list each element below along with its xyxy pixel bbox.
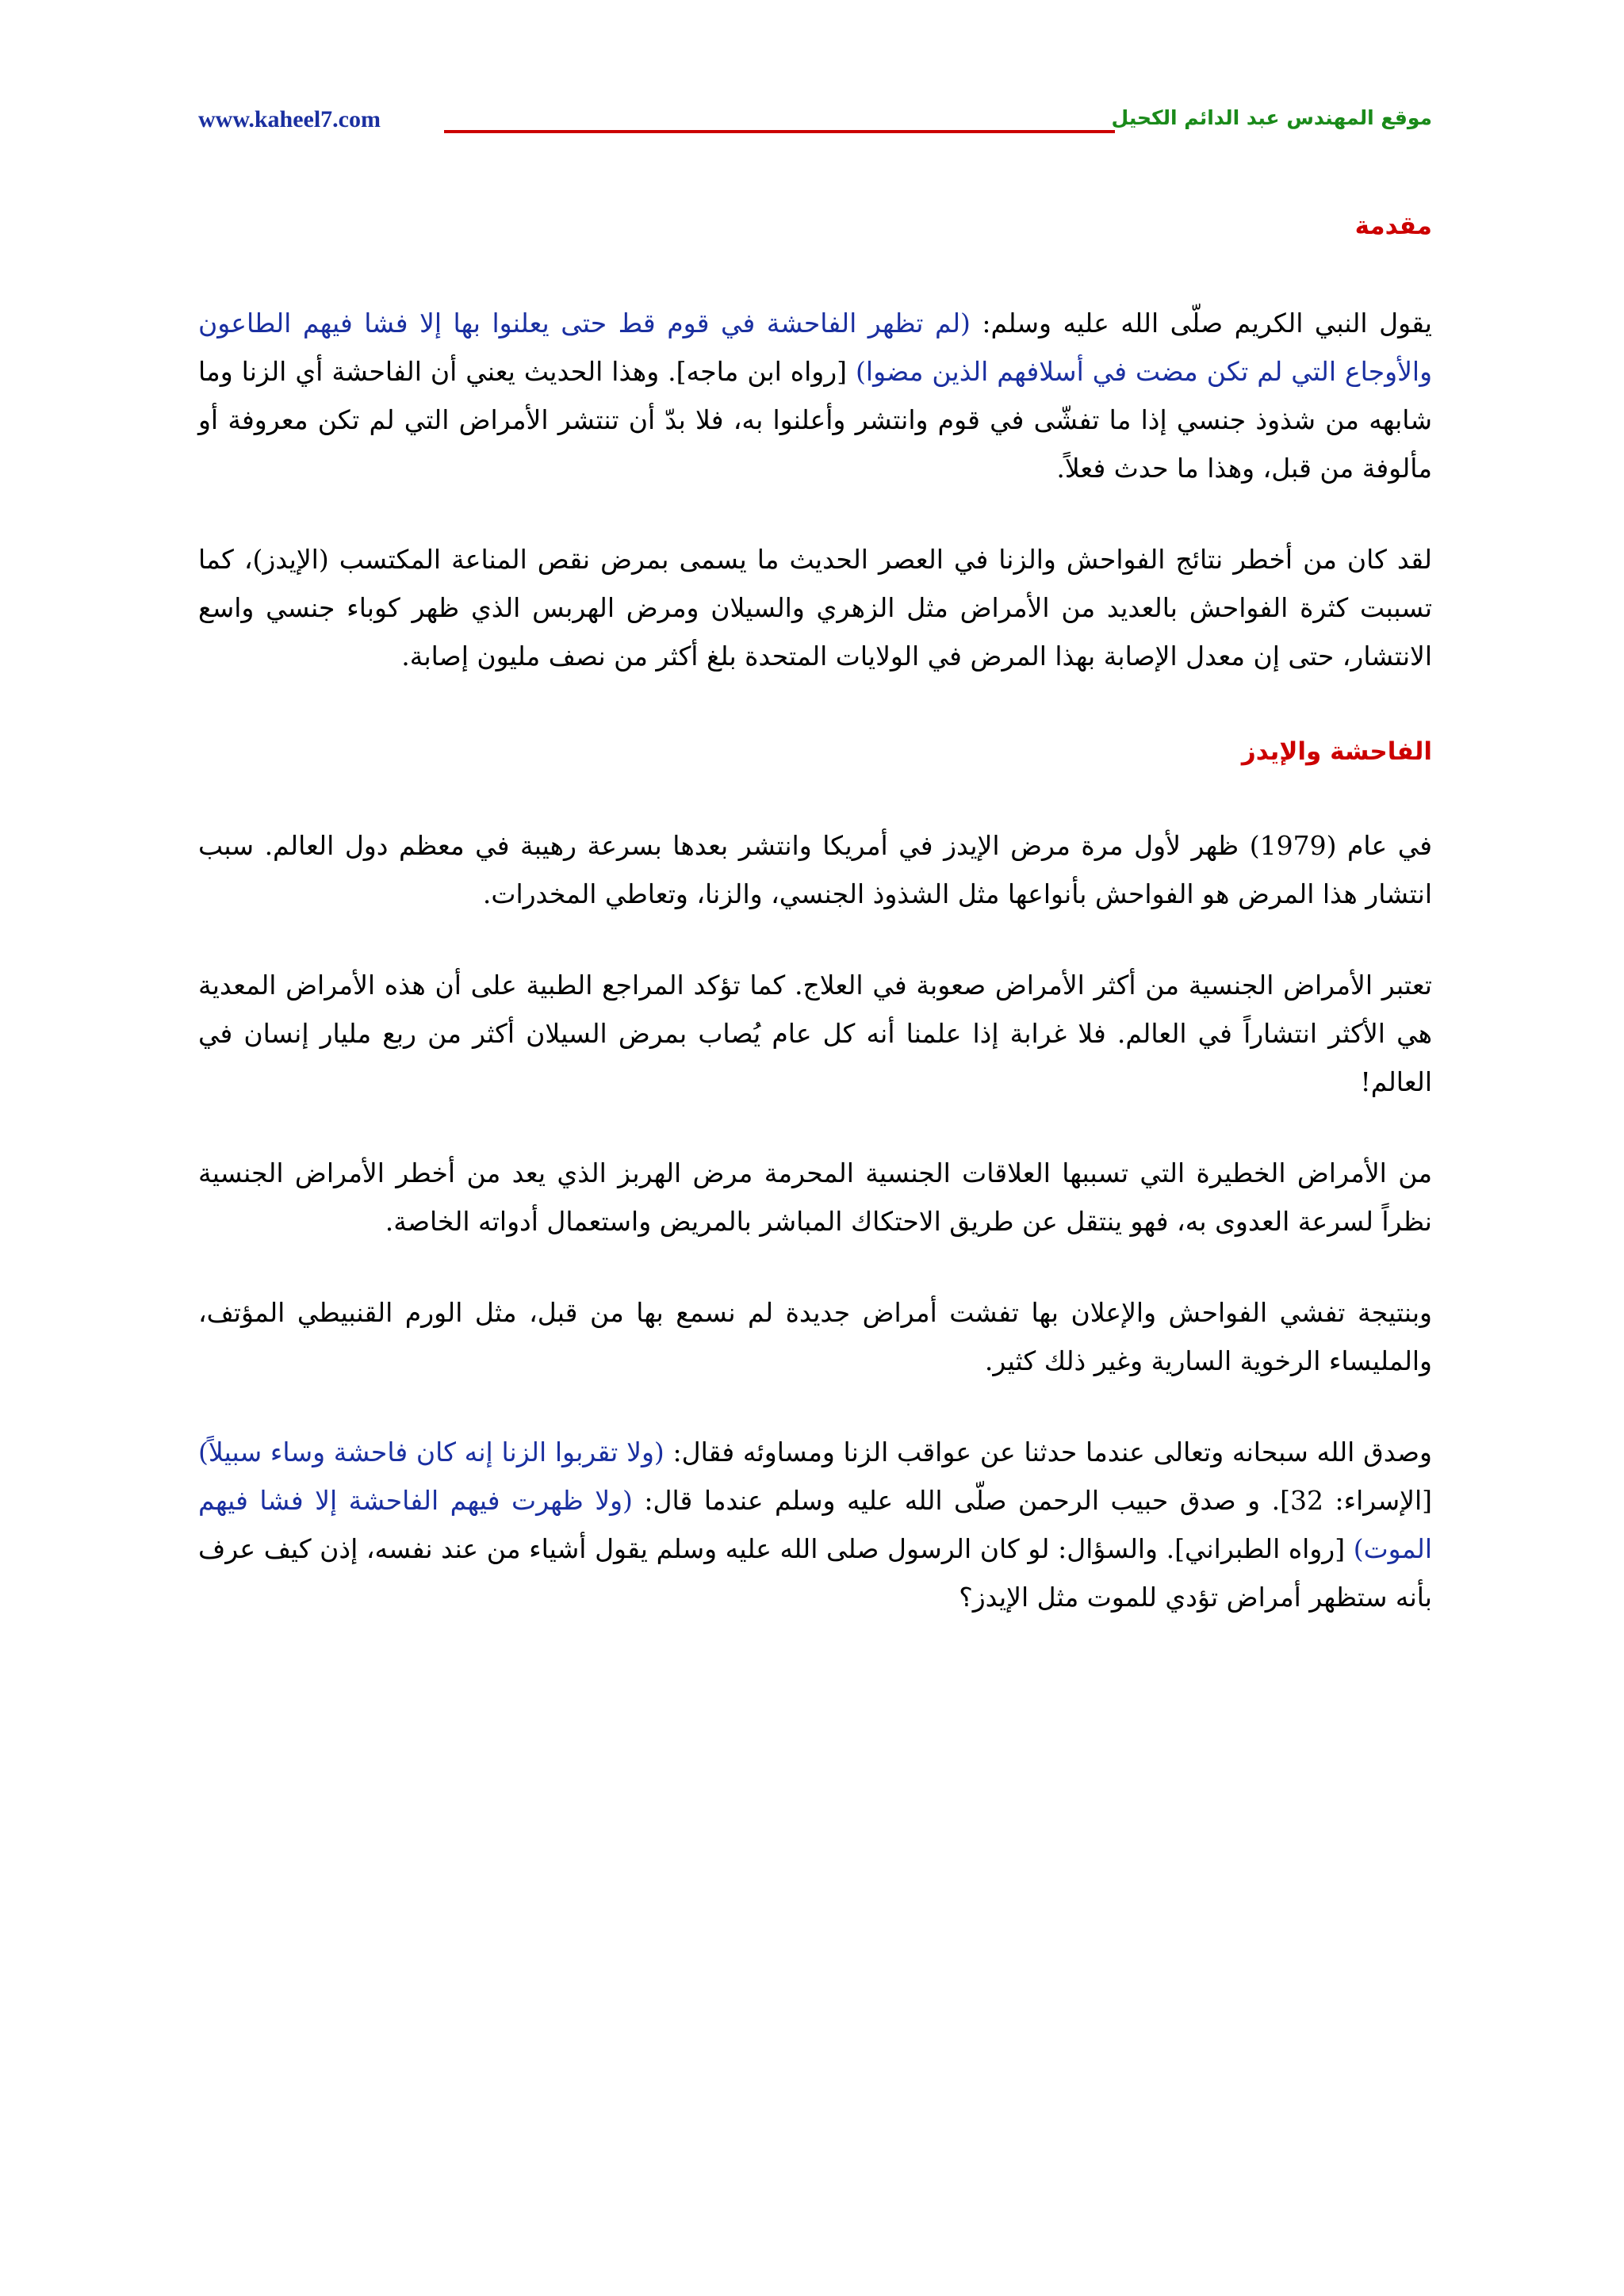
site-title: موقع المهندس عبد الدائم الكحيل (1111, 106, 1432, 129)
header-divider (444, 130, 1115, 133)
paragraph-aids-intro: لقد كان من أخطر نتائج الفواحش والزنا في العصر الحديث ما يسمى بمرض نقص المناعة المكتسب (الإيدز)، كما تسببت كثرة الفواحش بالعديد من الأمراض مثل الزهري والسيلان ومرض الهربس الذي ظهر كوباء جنسي واسع الانتشار، حتى إن معدل الإصابة بهذا المرض في الولايات المتحدة بلغ أكثر من نصف مليون إصابة. (198, 544, 1432, 672)
paragraph-hadith-intro (198, 299, 1432, 492)
hadith-quote: (ولا ظهرت فيهم الفاحشة إلا فشا فيهم الموت) (198, 1485, 1432, 1564)
section-heading-intro: مقدمة (1354, 212, 1432, 240)
paragraph-text: [رواه ابن ماجه]. وهذا الحديث يعني أن الفاحشة أي الزنا وما شابهه من شذوذ جنسي إذا ما تفشّى في قوم وانتشر وأعلنوا به، فلا بدّ أن تنتشر الأمراض التي لم تكن معروفة أو مألوفة من قبل، وهذا ما حدث فعلاً. (198, 356, 1432, 484)
paragraph-1979: في عام (1979) ظهر لأول مرة مرض الإيدز في أمريكا وانتشر بعدها بسرعة رهيبة في معظم دول العالم. سبب انتشار هذا المرض هو الفواحش بأنواعها مثل الشذوذ الجنسي، والزنا، وتعاطي المخدرات. (198, 830, 1433, 909)
paragraph-text: وصدق الله سبحانه وتعالى عندما حدثنا عن عواقب الزنا ومساوئه فقال: (664, 1437, 1432, 1468)
hadith-quote: (لم تظهر الفاحشة في قوم قط حتى يعلنوا بها إلا فشا فيهم الطاعون والأوجاع التي لم تكن مضت في أسلافهم الذين مضوا) (198, 308, 1433, 387)
paragraph-text: [الإسراء: 32]. و صدق حبيب الرحمن صلّى الله عليه وسلم عندما قال: (632, 1485, 1432, 1516)
paragraph-text: يقول النبي الكريم صلّى الله عليه وسلم: (970, 308, 1432, 339)
paragraph-sexual-diseases: تعتبر الأمراض الجنسية من أكثر الأمراض صعوبة في العلاج. كما تؤكد المراجع الطبية على أن هذه الأمراض المعدية هي الأكثر انتشاراً في العالم. فلا غرابة إذا علمنا أنه كل عام يُصاب بمرض السيلان أكثر من ربع مليار إنسان في العالم! (198, 970, 1432, 1097)
site-url-link[interactable]: www.kaheel7.com (198, 106, 381, 132)
paragraph-conclusion (198, 1428, 1432, 1621)
article-body (198, 202, 1432, 1664)
page-header (198, 101, 1432, 149)
section-heading-aids: الفاحشة والإيدز (1241, 737, 1432, 766)
paragraph-new-diseases: وبنتيجة تفشي الفواحش والإعلان بها تفشت أمراض جديدة لم نسمع بها من قبل، مثل الورم القنبيطي المؤتف، والمليساء الرخوية السارية وغير ذلك كثير. (198, 1297, 1432, 1376)
quran-quote: (ولا تقربوا الزنا إنه كان فاحشة وساء سبيلاً) (198, 1437, 665, 1468)
paragraph-herpes: من الأمراض الخطيرة التي تسببها العلاقات الجنسية المحرمة مرض الهربز الذي يعد من أخطر الأمراض الجنسية نظراً لسرعة العدوى به، فهو ينتقل عن طريق الاحتكاك المباشر بالمريض واستعمال أدواته الخاصة. (198, 1158, 1432, 1237)
paragraph-text: [رواه الطبراني]. والسؤال: لو كان الرسول صلى الله عليه وسلم يقول أشياء من عند نفسه، إذن كيف عرف بأنه ستظهر أمراض تؤدي للموت مثل الإيدز؟ (198, 1533, 1432, 1613)
